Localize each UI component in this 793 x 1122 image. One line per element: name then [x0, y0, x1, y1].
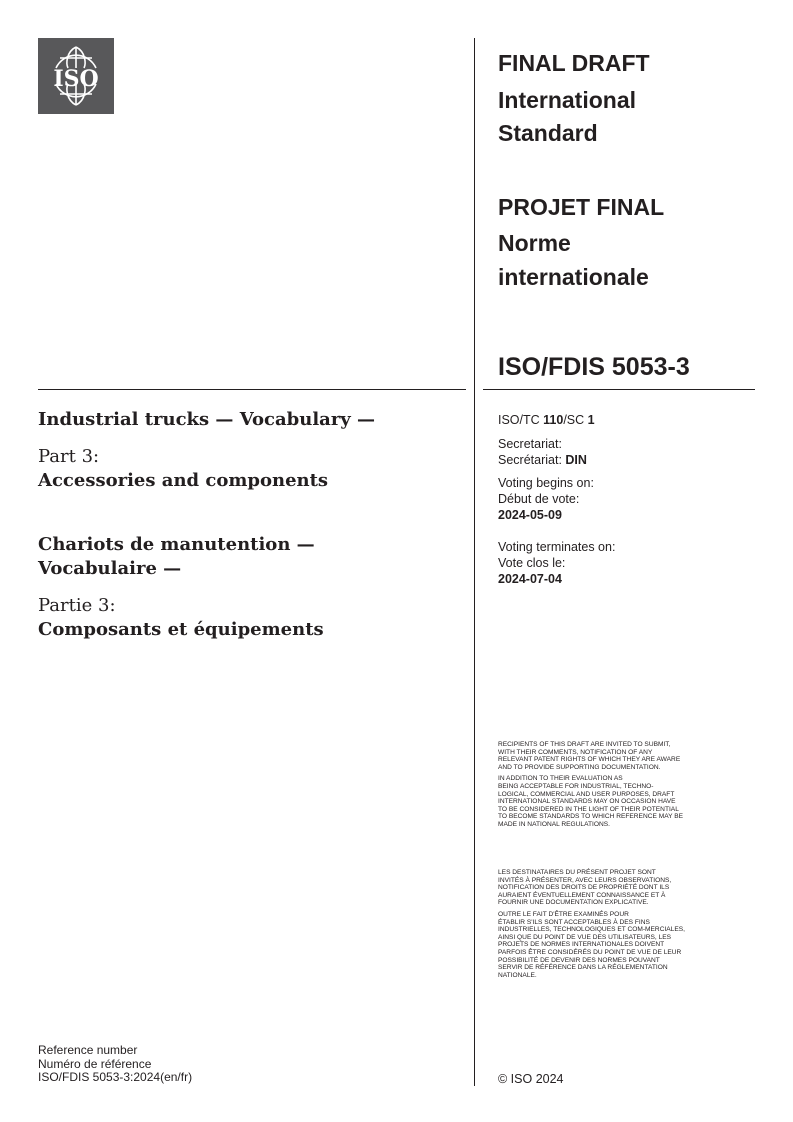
voting-terminates: Voting terminates on: Vote clos le: 2024-07-04: [498, 540, 616, 586]
notice-line: PARFOIS ÊTRE CONSIDÉRÉS DU POINT DE VUE DE LEUR: [498, 948, 682, 956]
notice-paragraph: [498, 775, 768, 828]
notice-line: INVITÉS À PRÉSENTER, AVEC LEURS OBSERVATIONS,: [498, 876, 672, 884]
intl-standard-line2: Standard: [498, 120, 598, 146]
final-draft-heading: FINAL DRAFT: [498, 50, 650, 76]
notice-line: LES DESTINATAIRES DU PRÉSENT PROJET SONT: [498, 869, 656, 876]
part-title-en: Accessories and components: [38, 470, 329, 491]
notice-line: POSSIBILITÉ DE DEVENIR DES NORMES POUVANT: [498, 956, 660, 964]
notice-en: [498, 741, 768, 833]
copyright: © ISO 2024: [498, 1072, 564, 1086]
part-fr: Partie 3:: [38, 595, 116, 616]
notice-line: AND TO PROVIDE SUPPORTING DOCUMENTATION.: [498, 763, 661, 771]
document-number: ISO/FDIS 5053-3: [498, 353, 690, 381]
notice-line: MADE IN NATIONAL REGULATIONS.: [498, 820, 610, 828]
intl-standard-line1: International: [498, 87, 637, 113]
notice-line: FOURNIR UNE DOCUMENTATION EXPLICATIVE.: [498, 899, 649, 907]
notice-line: NOTIFICATION DES DROITS DE PROPRIÉTÉ DONT ILS: [498, 884, 670, 892]
notice-paragraph: [498, 911, 768, 979]
notice-line: INTERNATIONAL STANDARDS MAY ON OCCASION HAVE: [498, 798, 676, 806]
notice-fr: [498, 869, 768, 983]
notice-line: INDUSTRIELLES, TECHNOLOGIQUES ET COM-MERCIALES,: [498, 926, 685, 934]
secretariat: Secretariat: Secrétariat: DIN: [498, 437, 587, 467]
voting-begins: Voting begins on: Début de vote: 2024-05-09: [498, 476, 594, 522]
notice-line: TO BE CONSIDERED IN THE LIGHT OF THEIR POTENTIAL: [498, 805, 679, 813]
notice-line: IN ADDITION TO THEIR EVALUATION AS: [498, 775, 623, 783]
norme-line2: internationale: [498, 264, 649, 290]
title-fr-line1: Chariots de manutention —: [38, 534, 315, 555]
vertical-divider: [474, 38, 475, 1086]
notice-paragraph: [498, 869, 768, 907]
notice-line: PROJETS DE NORMES INTERNATIONALES DOIVENT: [498, 941, 665, 949]
horizontal-divider-left: [38, 389, 466, 390]
notice-line: AURAIENT ÉVENTUELLEMENT CONNAISSANCE ET À: [498, 891, 666, 899]
notice-line: BEING ACCEPTABLE FOR INDUSTRIAL, TECHNO-: [498, 782, 654, 790]
notice-line: SERVIR DE RÉFÉRENCE DANS LA RÉGLEMENTATION: [498, 964, 668, 972]
iso-logo: [38, 38, 114, 114]
notice-line: RECIPIENTS OF THIS DRAFT ARE INVITED TO SUBMIT,: [498, 741, 671, 748]
committee: ISO/TC 110/SC 1: [498, 413, 595, 427]
notice-line: LOGICAL, COMMERCIAL AND USER PURPOSES, DRAFT: [498, 790, 675, 798]
reference-number: Reference number Numéro de référence ISO/FDIS 5053-3:2024(en/fr): [38, 1043, 193, 1084]
notice-line: ÉTABLIR S'ILS SONT ACCEPTABLES À DES FINS: [498, 918, 650, 926]
title-fr-line2: Vocabulaire —: [38, 558, 182, 579]
title-en: Industrial trucks — Vocabulary —: [38, 409, 376, 430]
logo-text: ISO: [53, 66, 99, 92]
notice-line: WITH THEIR COMMENTS, NOTIFICATION OF ANY: [498, 748, 653, 756]
projet-final-heading: PROJET FINAL: [498, 194, 665, 220]
notice-paragraph: [498, 741, 768, 771]
notice-line: OUTRE LE FAIT D'ÊTRE EXAMINÉS POUR: [498, 910, 629, 918]
horizontal-divider-right: [483, 389, 755, 390]
notice-line: NATIONALE.: [498, 971, 537, 979]
norme-line1: Norme: [498, 230, 571, 256]
notice-line: TO BECOME STANDARDS TO WHICH REFERENCE MAY BE: [498, 813, 684, 821]
notice-line: RELEVANT PATENT RIGHTS OF WHICH THEY ARE AWARE: [498, 756, 681, 764]
globe-icon: [38, 38, 114, 114]
part-en: Part 3:: [38, 446, 100, 467]
part-title-fr: Composants et équipements: [38, 619, 324, 640]
notice-line: AINSI QUE DU POINT DE VUE DES UTILISATEURS, LES: [498, 933, 672, 941]
